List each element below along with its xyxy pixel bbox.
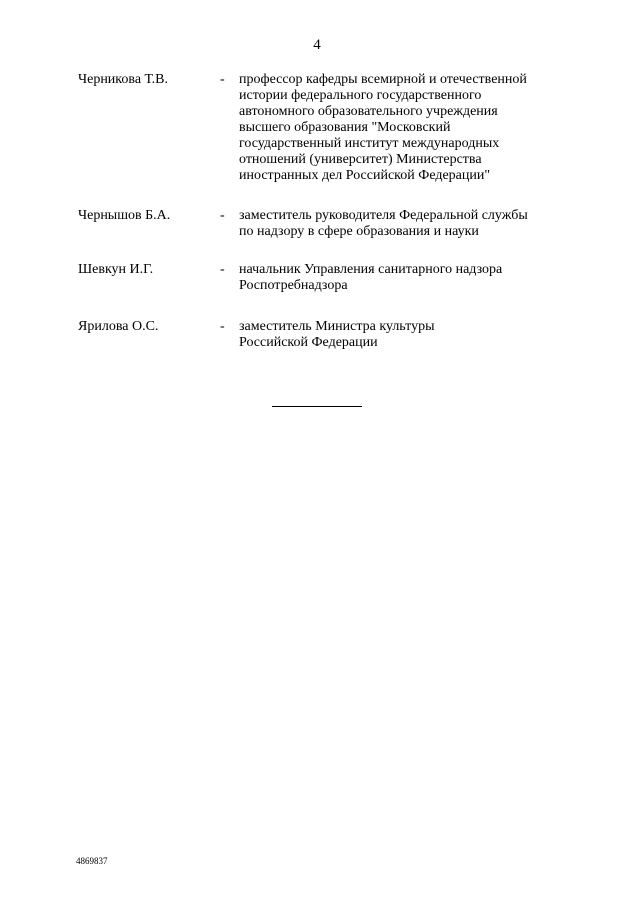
- members-list: [78, 72, 578, 375]
- position-line: начальник Управления санитарного надзора: [239, 262, 503, 277]
- page-number: 4: [313, 37, 321, 53]
- member-name: Черникова Т.В.: [78, 72, 169, 87]
- list-item: [78, 262, 578, 294]
- dash-separator: -: [220, 208, 225, 223]
- position-line: заместитель Министра культуры: [239, 319, 435, 334]
- position-line: иностранных дел Российской Федерации": [239, 168, 491, 183]
- list-item: [78, 319, 578, 351]
- position-line: истории федерального государственного: [239, 88, 482, 103]
- member-name: Ярилова О.С.: [78, 319, 159, 334]
- position-line: по надзору в сфере образования и науки: [239, 224, 479, 239]
- member-name: Чернышов Б.А.: [78, 208, 171, 223]
- list-item: [78, 208, 578, 240]
- member-name: Шевкун И.Г.: [78, 262, 154, 277]
- dash-separator: -: [220, 319, 225, 334]
- document-code: 4869837: [76, 856, 108, 866]
- position-line: государственный институт международных: [239, 136, 500, 151]
- member-position: [239, 208, 569, 240]
- member-position: [239, 262, 569, 294]
- position-line: Роспотребнадзора: [239, 278, 348, 293]
- dash-separator: -: [220, 262, 225, 277]
- position-line: отношений (университет) Министерства: [239, 152, 482, 167]
- position-line: автономного образовательного учреждения: [239, 104, 498, 119]
- member-position: [239, 72, 569, 184]
- end-divider: [272, 406, 362, 407]
- position-line: высшего образования "Московский: [239, 120, 451, 135]
- dash-separator: -: [220, 72, 225, 87]
- list-item: [78, 72, 578, 184]
- member-position: [239, 319, 569, 351]
- position-line: профессор кафедры всемирной и отечественной: [239, 72, 527, 87]
- position-line: Российской Федерации: [239, 335, 378, 350]
- position-line: заместитель руководителя Федеральной службы: [239, 208, 528, 223]
